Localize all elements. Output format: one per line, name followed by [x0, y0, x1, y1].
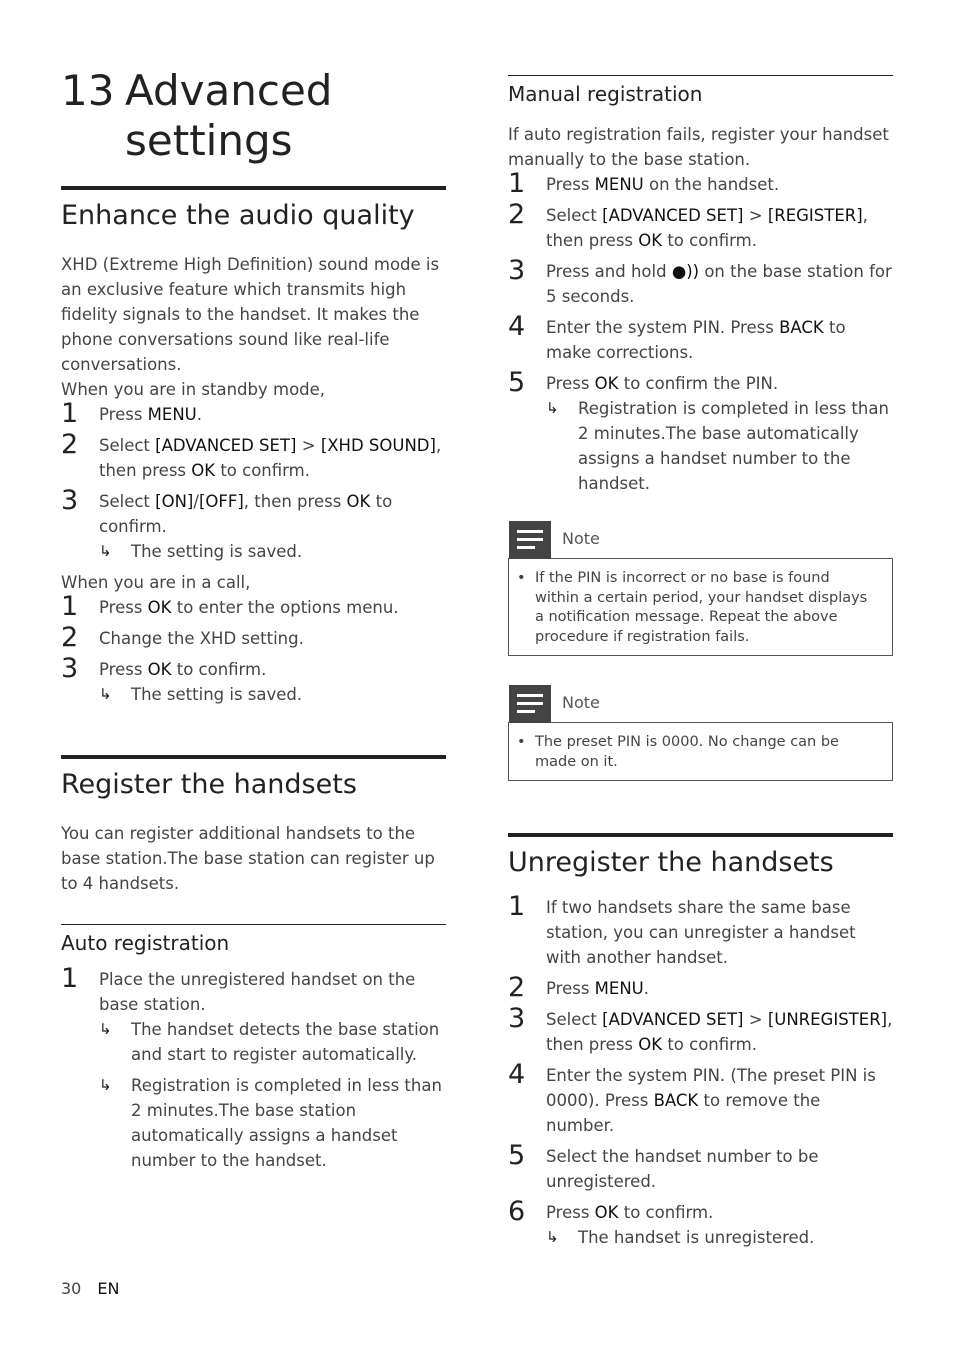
subsection-heading: Auto registration: [61, 931, 230, 955]
step-item: [508, 255, 893, 309]
step-item: [61, 653, 446, 684]
arrow-icon: ↳: [546, 399, 559, 417]
arrow-icon: ↳: [99, 1076, 112, 1094]
section-register: [61, 755, 446, 1173]
chapter-title: Advanced settings: [125, 66, 333, 165]
section-audio: [61, 186, 446, 707]
step-text: Select [ON]/[OFF], then press OK to confirm.: [99, 492, 393, 536]
step-item: [61, 622, 446, 653]
step-text: Press OK to confirm.: [99, 660, 267, 679]
step-item: [61, 398, 446, 429]
step-number: 4: [508, 1059, 526, 1090]
step-number: 2: [61, 622, 79, 653]
step-item: [61, 485, 446, 539]
step-item: [508, 168, 893, 199]
step-number: 1: [508, 168, 526, 199]
step-item: [508, 891, 893, 970]
step-list: [508, 168, 893, 398]
step-item: [61, 591, 446, 622]
note-label: Note: [562, 529, 600, 548]
step-number: 1: [61, 398, 79, 429]
step-number: 6: [508, 1196, 526, 1227]
note-label: Note: [562, 693, 600, 712]
step-text: Select [ADVANCED SET] > [XHD SOUND], then press OK to confirm.: [99, 436, 442, 480]
subsection-auto-registration: [61, 924, 446, 1173]
chapter-heading: [61, 66, 446, 182]
section-heading: Enhance the audio quality: [61, 200, 415, 231]
note-icon: [509, 685, 551, 723]
arrow-icon: ↳: [99, 1020, 112, 1038]
step-number: 2: [508, 972, 526, 1003]
step-text: Enter the system PIN. (The preset PIN is 0000). Press BACK to remove the number.: [546, 1066, 876, 1135]
step-number: 3: [61, 653, 79, 684]
step-number: 3: [508, 255, 526, 286]
page-number: 30: [61, 1279, 82, 1298]
step-number: 2: [508, 199, 526, 230]
result-line: ↳ The handset is unregistered.: [508, 1225, 893, 1250]
step-number: 1: [61, 963, 79, 994]
step-text: Press MENU on the handset.: [546, 175, 780, 194]
step-text: Press MENU.: [546, 979, 650, 998]
left-column: [61, 66, 446, 1173]
step-item: [508, 1059, 893, 1138]
paragraph: If auto registration fails, register your handset manually to the base station.: [508, 125, 889, 169]
step-text: Enter the system PIN. Press BACK to make corrections.: [546, 318, 846, 362]
step-text: Place the unregistered handset on the base station.: [99, 970, 416, 1014]
step-item: [508, 199, 893, 253]
section-unregister: [508, 833, 893, 1250]
subsection-manual-registration: [508, 75, 893, 496]
step-number: 5: [508, 367, 526, 398]
step-item: [61, 963, 446, 1017]
result-line: ↳ Registration is completed in less than 2 minutes.The base station automatically assigns a handset number to the handset.: [61, 1073, 446, 1173]
step-text: Select [ADVANCED SET] > [REGISTER], then press OK to confirm.: [546, 206, 868, 250]
step-item: [508, 1140, 893, 1194]
step-text: Select [ADVANCED SET] > [UNREGISTER], then press OK to confirm.: [546, 1010, 893, 1054]
step-text: Press OK to enter the options menu.: [99, 598, 399, 617]
result-line: ↳ The setting is saved.: [61, 682, 446, 707]
result-line: ↳ Registration is completed in less than 2 minutes.The base automatically assigns a handset number to the handset.: [508, 396, 893, 496]
step-text: Select the handset number to be unregistered.: [546, 1147, 819, 1191]
step-text: Press OK to confirm.: [546, 1203, 714, 1222]
chapter-number: 13: [61, 66, 115, 115]
arrow-icon: ↳: [546, 1228, 559, 1246]
step-item: [508, 1003, 893, 1057]
step-text: Press OK to confirm the PIN.: [546, 374, 779, 393]
result-line: ↳ The handset detects the base station and start to register automatically.: [61, 1017, 446, 1067]
step-item: [61, 429, 446, 483]
step-number: 5: [508, 1140, 526, 1171]
step-text: Press and hold ●)) on the base station for 5 seconds.: [546, 262, 892, 306]
note-header: [509, 685, 892, 723]
note-item: • If the PIN is incorrect or no base is found within a certain period, your handset displays a notification message. Repeat the above procedure if registration fails.: [535, 569, 878, 647]
right-column: [508, 75, 893, 1250]
step-list: [508, 891, 893, 1227]
step-number: 2: [61, 429, 79, 460]
step-text: If two handsets share the same base station, you can unregister a handset with another handset.: [546, 898, 856, 967]
step-item: [508, 972, 893, 1003]
paragraph: You can register additional handsets to the base station.The base station can register up to 4 handsets.: [61, 824, 435, 893]
note-box: [508, 693, 893, 781]
paragraph: When you are in standby mode,: [61, 380, 326, 399]
step-item: [508, 1196, 893, 1227]
page-footer: [61, 1279, 119, 1298]
result-line: ↳ The setting is saved.: [61, 539, 446, 564]
step-number: 3: [61, 485, 79, 516]
section-heading: Register the handsets: [61, 769, 357, 800]
paragraph: When you are in a call,: [61, 573, 251, 592]
step-item: [508, 311, 893, 365]
arrow-icon: ↳: [99, 685, 112, 703]
step-number: 1: [508, 891, 526, 922]
note-box: [508, 529, 893, 656]
step-number: 3: [508, 1003, 526, 1034]
paragraph: XHD (Extreme High Definition) sound mode is an exclusive feature which transmits high fidelity signals to the handset. It makes the phone conversations sound like real-life conversations.: [61, 255, 440, 374]
step-list: [61, 398, 446, 539]
note-icon: [509, 521, 551, 559]
note-header: [509, 521, 892, 559]
subsection-heading: Manual registration: [508, 82, 703, 106]
language-label: EN: [97, 1279, 120, 1298]
step-list: [61, 591, 446, 684]
step-text: Change the XHD setting.: [99, 629, 304, 648]
step-text: Press MENU.: [99, 405, 203, 424]
step-item: [508, 367, 893, 398]
step-number: 1: [61, 591, 79, 622]
section-heading: Unregister the handsets: [508, 847, 834, 878]
arrow-icon: ↳: [99, 542, 112, 560]
step-number: 4: [508, 311, 526, 342]
note-item: • The preset PIN is 0000. No change can be made on it.: [535, 733, 878, 772]
